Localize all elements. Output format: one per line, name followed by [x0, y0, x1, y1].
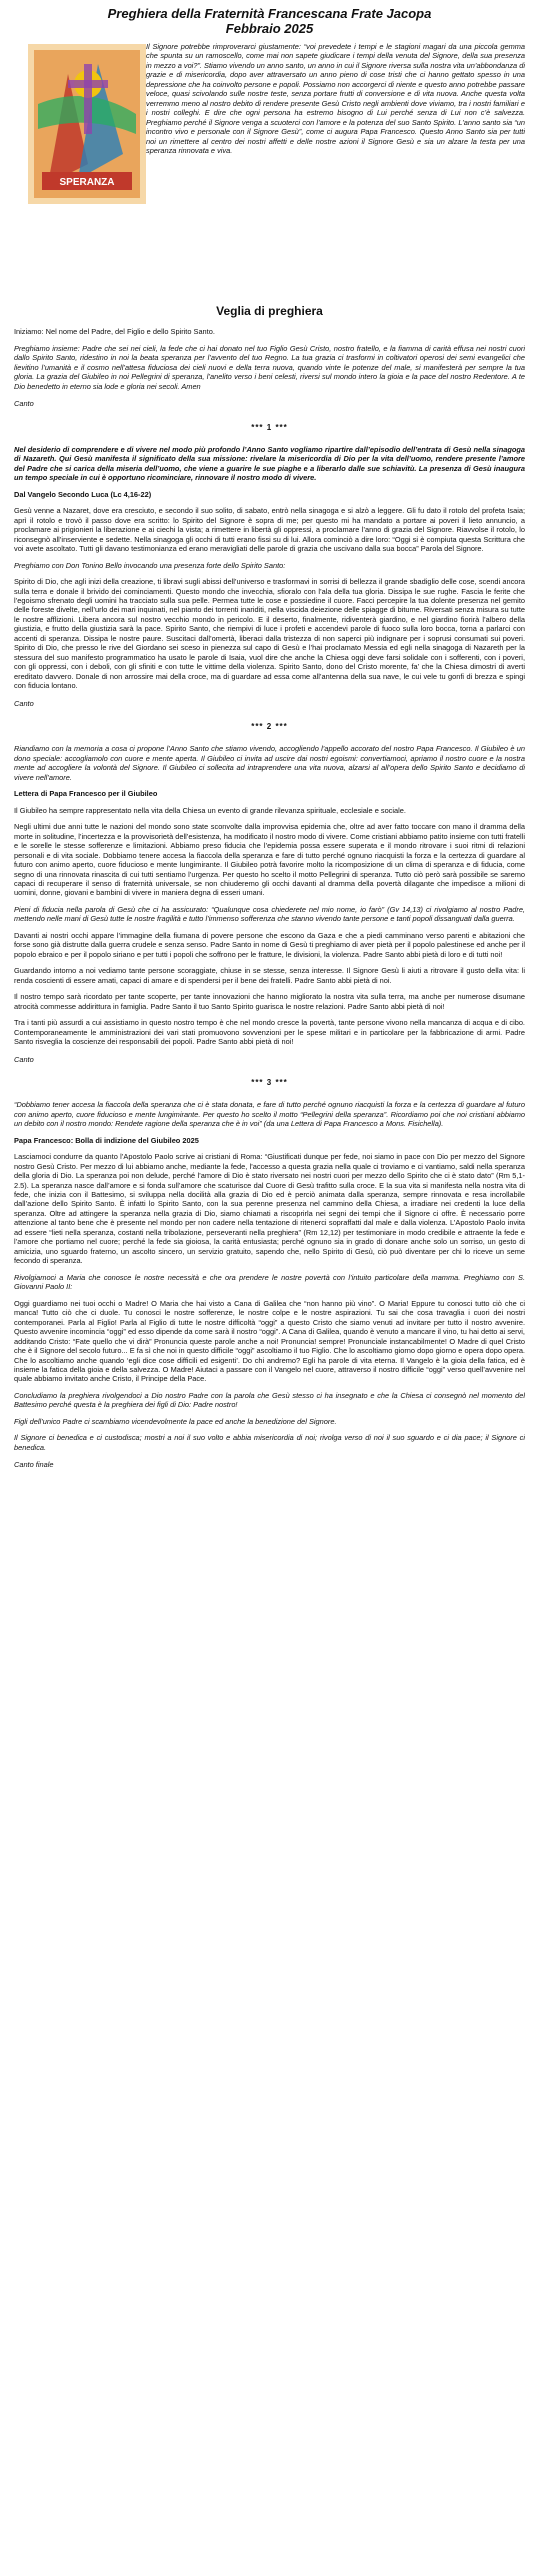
bull-text: Lasciamoci condurre da quanto l’Apostolo Paolo scrive ai cristiani di Roma: “Giustificati dunque per fede, noi siamo in pace con Dio per mezzo del Signore nostro Gesù Cristo. Per mezzo di lui abbiamo anche, mediante la fede, l’accesso a questa grazia nella quale ci troviamo e ci vantiamo, saldi nella speranza della gloria di Dio. La speranza poi non delude, perché l’amore di Dio è stato riversato nei nostri cuori per mezzo dello Spirito che ci è stato dato” (Rm 5,1-2.5). La speranza nasce dall’amore e si fonda sull’amore che scaturisce dal Cuore di Gesù trafitto sulla croce. E la sua vita si manifesta nella nostra vita di fede, che inizia con il Battesimo, si sviluppa nella docilità alla grazia di Dio ed è perciò animata dalla speranza, sempre rinnovata e resa incrollabile dall’azione dello Spirito Santo. È infatti lo Spirito Santo, con la sua perenne presenza nel cammino della Chiesa, a irradiare nei credenti la luce della speranza. Oltre ad attingere la speranza nella grazia di Dio, siamo chiamati a riscoprirla nei segni dei tempi che il Signore ci offre. È necessario porre attenzione al tanto bene che è presente nel mondo per non cadere nella tentazione di ritenerci sopraffatti dal male e dalla violenza. L’Apostolo Paolo invita ad essere “lieti nella speranza, costanti nella tribolazione, perseveranti nella preghiera” (Rm 12,12) per testimoniare in modo credibile e attraente la fede e l’amore che portiamo nel cuore; perché la fede sia gioiosa, la carità entusiasta; perché ognuno sia in grado di donare anche solo un sorriso, un gesto di amicizia, uno sguardo fraterno, un ascolto sincero, un servizio gratuito, sapendo che, nello Spirito di Gesù, ciò può diventare per chi lo riceve un seme fecondo di speranza.: [14, 1152, 525, 1266]
tonino-intro: Preghiamo con Don Tonino Bello invocando una presenza forte dello Spirito Santo:: [14, 560, 286, 570]
conclusion-blessing: Il Signore ci benedica e ci custodisca; mostri a noi il suo volto e abbia misericordia di noi; rivolga verso di noi il suo sguardo e ci dia pace; il Signore ci benedica.: [14, 1433, 525, 1452]
letter-paragraph: Il Giubileo ha sempre rappresentato nella vita della Chiesa un evento di grande rilevanza spirituale, ecclesiale e sociale.: [14, 805, 406, 815]
canto-label: Canto: [14, 698, 34, 708]
intercession: Tra i tanti più assurdi a cui assistiamo in questo nostro tempo è che nel mondo cresce la povertà, tante persone vivono nella mancanza di acqua e di cibo. Contemporaneamente le amministrazioni dei vari stati promuovono sovvenzioni per le spese militari e in particolare per la fabbricazione di armi. Padre Santo risveglia la coscienze dei responsabili dei popoli. Padre Santo abbi pietà di noi!: [14, 1018, 525, 1047]
marian-intro: Rivolgiamoci a Maria che conosce le nostre necessità e che ora prendere le nostre povertà con l’intuito particolare della mamma. Preghiamo con S. Giovanni Paolo II:: [14, 1272, 525, 1292]
section-separator-1: *** 1 ***: [251, 422, 288, 432]
opening-invocation: Iniziamo: Nel nome del Padre, del Figlio e dello Spirito Santo.: [14, 327, 215, 337]
intercession: Guardando intorno a noi vediamo tante persone scoraggiate, chiuse in se stesse, senza interesse. Il Signore Gesù li aiuti a ritrovare il gusto della vita: li renda coscienti di essere amati, capaci di amare e di spendersi per il bene dei fratelli. Padre Santo abbi pietà di noi.: [14, 966, 525, 985]
conclusion-peace: Figli dell’unico Padre ci scambiamo vicendevolmente la pace ed anche la benedizione del Signore.: [14, 1416, 337, 1426]
intro-block: [14, 42, 525, 292]
section-separator-3: *** 3 ***: [251, 1078, 288, 1088]
document-title: Preghiera della Fraternità Francescana Frate Jacopa: [107, 6, 432, 21]
canto-label: Canto: [14, 1054, 34, 1064]
marian-prayer: Oggi guardiamo nei tuoi occhi o Madre! O Maria che hai visto a Cana di Galilea che “non hanno più vino”. O Maria! Eppure tu conosci tutto ciò che ci manca! Tutto ciò che ci duole. Tu conosci le nostre sofferenze, le nostre colpe e le nostre aspirazioni. Tu sai che cosa travaglia i cuori dei nostri contemporanei. Parla al Figlio! Parla al Figlio di tutte le nostre difficoltà “oggi” a questo Cristo che siamo venuti ad invitare per tutto il nostro avvenire. Questo avvenire incomincia “oggi” ed esso dipende da come sarà il nostro “oggi”. A Cana di Galilea, quando è venuto a mancare il vino, tu hai detto ai servi, additando Cristo: “Fate quello che vi dirà” Pronuncia queste parole anche a noi! Pronuncia! sempre! Pronunciale instancabilmente! O Madre di quel Cristo che è il Signore del secolo futuro... E fa sì che noi in questo difficile “oggi” ascoltiamo il tuo Figlio. Che lo ascoltiamo giorno dopo giorno e opera dopo opera. Che lo ascoltiamo anche quando ‘egli dice cose difficili ed esigenti’. Do chi andremo? Egli ha parole di vita eterna. Il Vangelo è la gioia della fatica, ed è insieme la fatica della gioia e della salvezza. O Madre! Aiutaci a passare con il Vangelo nel cuore, attraverso il nostro difficile “oggi” verso quell’avvenire nel quale abbiamo invitato anche Cristo, il Principe della Pace.: [14, 1298, 525, 1384]
part2-intro: Riandiamo con la memoria a cosa ci propone l’Anno Santo che stiamo vivendo, accogliendo l’appello accorato del nostro Papa Francesco. Il Giubileo è un dono speciale: accogliamolo con cuore e mente aperta. Il Giubileo ci invita ad uscire dai nostri egoismi: convertiamoci, apriamo il nostro cuore e la nostra mente ad accogliere la volontà del Signore. Il Giubileo ci sollecita ad intraprendere una vita nuova, alzarsi al all’opera dello Spirito Santo e decidiamo di vivere nell’amore.: [14, 744, 525, 782]
bull-title: Papa Francesco: Bolla di indizione del Giubileo 2025: [14, 1135, 199, 1145]
opening-prayer: Preghiamo insieme: Padre che sei nei cieli, la fede che ci hai donato nel tuo Figlio Gesù Cristo, nostro fratello, e la fiamma di carità effusa nei nostri cuori dallo Spirito Santo, ridestino in noi la beata speranza per l’avvento del tuo Regno. La tua grazia ci trasformi in coltivatori operosi dei semi evangelici che lievitino l’umanità e il cosmo nell’attesa fiduciosa dei cieli nuovi e della terra nuova, quando vinte le potenze del male, si manifesterà per sempre la tua gloria. La grazia del Giubileo in noi Pellegrini di speranza, l’anelito verso i beni celesti, riversi sul mondo intero la gioia e la pace del nostro Redentore. A te Dio benedetto in eterno sia lode e gloria nei secoli. Amen: [14, 343, 525, 391]
jubilee-logo-image: [28, 44, 146, 204]
part1-intro: Nel desiderio di comprendere e di vivere nel modo più profondo l’Anno Santo vogliamo ripartire dall’episodio dell’entrata di Gesù nella sinagoga di Nazareth. Qui Gesù manifesta il significato della sua missione: rivelare la misericordia di Dio per la vita dell’uomo, rendere presente l’amore del Padre che si carica della miseria dell’uomo, che viene a guarire le sue piaghe e a liberarlo dalle sue schiavitù. La presenza di Gesù inaugura un tempo speciale in cui è opportuno ricominciare, rinnovare il nostro modo di vivere.: [14, 444, 525, 483]
vigil-title: Veglia di preghiera: [216, 304, 323, 318]
letter-title: Lettera di Papa Francesco per il Giubileo: [14, 789, 158, 799]
intercession: Pieni di fiducia nella parola di Gesù che ci ha assicurato: “Qualunque cosa chiederete nel mio nome, io farò” (Gv 14,13) ci rivolgiamo al nostro Padre, mettendo nelle mani di Gesù tutte le nostre fragilità e tutto l’immenso sofferenza che stanno vivendo tante persone e tanti popoli dissanguati dalla guerra.: [14, 904, 525, 924]
section-separator-2: *** 2 ***: [251, 722, 288, 732]
tonino-prayer: Spirito di Dio, che agli inizi della creazione, ti libravi sugli abissi dell’universo e trasformavi in sorrisi di bellezza il grande sbadiglio delle cose, scendi ancora sulla terra e donale il brivido dei cominciamenti. Questo mondo che invecchia, sfioralo con l’ala della tua gloria. Dissipa le sue rughe. Fascia le ferite che l’egoismo sfrenato degli uomini ha tracciato sulla sua pelle. Permea tutte le cose e possiedine il cuore. Facci percepire la tua dolente presenza nel gemito delle foreste divelte, nell’urlo dei mari inquinati, nel pianto dei torrenti inariditi, nella viscida deiezione delle spiagge di bitume. Riversati senza misura su tutte le nostre afflizioni. Libera ancora sul nostro vecchio mondo in pericolo. E il deserto, finalmente, ridiventerà giardino, e nel giardino fiorirà l’albero della giustizia, e frutto della giustizia sarà la pace. Spirito Santo, che riempivi di luce i profeti e accendevi parole di fuoco sulla loro bocca, torna a parlarci con accenti di speranza. Dissipa le nostre paure. Suscitaci dall’omertà, liberaci dalla tristezza di non saperci più indignare per i soprusi consumati sui poveri. Spirito di Dio, che presso le rive del Giordano sei sceso in pienezza sul capo di Gesù e l’hai proclamato Messia ed egli nella sinagoga di Nazareth per la stessura del suo manifesto programmatico ha usato le parole di Isaia, vuol dire che anche la Chiesa oggi deve farsi solidale con i sofferenti, con i poveri, con gli oppressi, con i deboli, con gli sfiniti e con tutte le vittime della violenza. Spirito Santo, dono del Cristo morente, fa’ che la Chiesa dimostri di averti ereditato davvero. Donale di non arrossire mai della croce, ma di guardare ad essa come all’antenna della sua nave, le cui vele tu gonfi di brezza e spingi con fiducia lontano.: [14, 577, 525, 691]
canto-label: Canto: [14, 399, 34, 409]
intercession: Davanti ai nostri occhi appare l’immagine della fiumana di povere persone che escono da Gaza e che a piedi camminano verso parenti e abitazioni che forse sono già distrutte dalla guerra crudele e senza senso. Padre Santo in nome di Gesù ti preghiamo di aver pietà per il popolo palestinese ed anche per il popolo ebraico e per il popolo siriano e per tutti i popoli che soffrono per le fratture, le divisioni, la violenza. Padre Santo abbi pietà di loro e di tutti noi!: [14, 930, 525, 959]
gospel-text: Gesù venne a Nazaret, dove era cresciuto, e secondo il suo solito, di sabato, entrò nella sinagoga e si alzò a leggere. Gli fu dato il rotolo del profeta Isaia; aprì il rotolo e trovò il passo dove era scritto: lo Spirito del Signore è sopra di me; per questo mi ha mandato a portare ai poveri il lieto annuncio, a proclamare ai prigionieri la liberazione e ai ciechi la vista; a rimettere in libertà gli oppressi, a proclamare l’anno di grazia del Signore. Riavvolse il rotolo, lo riconsegnò all’inserviente e sedette. Nella sinagoga gli occhi di tutti erano fissi su di lui. Allora cominciò a dire loro: “Oggi si è compiuta questa Scrittura che voi avete ascoltato. Tutti gli davano testimonianza ed erano meravigliati delle parole di grazia che uscivano dalla sua bocca” Parola del Signore.: [14, 506, 525, 554]
conclusion-lords-prayer: Concludiamo la preghiera rivolgendoci a Dio nostro Padre con la parola che Gesù stesso ci ha insegnato e che la Chiesa ci consegnò nel momento del Battesimo perché questa è la preghiera dei figli di Dio: Padre nostro!: [14, 1390, 525, 1410]
gospel-title: Dal Vangelo Secondo Luca (Lc 4,16-22): [14, 489, 152, 499]
document-date: Febbraio 2025: [225, 21, 314, 36]
papal-quote: “Dobbiamo tener accesa la fiaccola della speranza che ci è stata donata, e fare di tutto perché ognuno riacquisti la forza e la certezza di guardare al futuro con animo aperto, cuore fiducioso e mente lungimirante. Per questo ho scelto il motto “Pellegrini della speranza”. Ricordiamo poi che noi cristiani abbiamo un debito con il nostro mondo: Rendete ragione della speranza che è in voi” (da una Lettera di Papa Francesco a Mons. Fisichella).: [14, 1100, 525, 1129]
intercession: Il nostro tempo sarà ricordato per tante scoperte, per tante innovazioni che hanno migliorato la nostra vita sulla terra, ma anche per numerose disumane atrocità commesse addirittura in famiglia. Padre Santo il tuo Santo Spirito guarisca le nostre relazioni. Padre Santo abbi pietà di noi!: [14, 992, 525, 1011]
page: [14, 4, 525, 2556]
final-canto-label: Canto finale: [14, 1460, 54, 1470]
logo-caption: SPERANZA: [59, 177, 115, 188]
letter-paragraph: Negli ultimi due anni tutte le nazioni del mondo sono state sconvolte dalla improvvisa epidemia che, oltre ad aver fatto toccare con mano il dramma della morte in solitudine, l’incertezza e la provvisorietà dell’esistenza, ha modificato il nostro modo di vivere. Come cristiani abbiamo patito insieme con tutti fratelli e le sorelle le stesse sofferenze e limitazioni. Abbiamo preso fiducia che l’epidemia possa essere superata e il mondo ritrovare i suoi ritmi di relazioni personali e di vita sociale. Dobbiamo tenere accesa la fiaccola della speranza e fare di tutto perché ognuno riacquisti la forza e la certezza di guardare al futuro con animo aperto, cuore fiducioso e mente lungimirante. Il Giubileo potrà favorire molto la ricomposizione di un clima di speranza e di fiducia, come segno di una rinnovata rinascita di cui tutti sentiamo l’urgenza. Per questo ho scelto il motto Pellegrini di speranza. Tutto ciò però sarà possibile se saremo capaci di recuperare il senso di fraternità universale, se non chiuderemo gli occhi davanti al dramma della povertà dilagante che impedisce a milioni di uomini, donne, giovani e bambini di vivere in maniera degna di esseri umani.: [14, 822, 525, 898]
intro-paragraph: Il Signore potrebbe rimproverarci giustamente: “voi prevedete i tempi e le stagioni magari da una piccola gemma che spunta su un ramoscello, come mai non sapete giudicare i tempi della venuta del Signore, della sua presenza in mezzo a voi?”. Stiamo vivendo un anno santo, un anno in cui il Signore riversa sulla nostra vita un’abbondanza di grazie e di misericordia, dopo aver attraversato un anno pieno di cose tristi che ci hanno gettato spesso in una depressione che ha coinvolto persone e popoli. Possiamo non accorgerci di niente e questo anno potrebbe passare veloce, quasi scivolando sulle nostre teste, senza portare frutti di conversione e di vita nuova. Anche questa volta verremmo meno al nostro debito di rendere presente Gesù Cristo negli ambienti dove viviamo, tra i nostri familiari e i nostri colleghi. E dire che ogni persona ha estremo bisogno di Lui perché senza di Lui non c’è salvezza. Preghiamo perché il Signore venga a scuoterci con l’amore e la potenza del suo Santo Spirito. L’anno santo sia “un incontro vivo e personale con il Signore Gesù”, come ci augura Papa Francesco. Questo Anno Santo sia per tutti noi un rimettere al centro dei nostri affetti e delle nostre azioni il Signore Gesù e sia un alzare la testa per una speranza rinnovata e viva.: [146, 42, 525, 156]
